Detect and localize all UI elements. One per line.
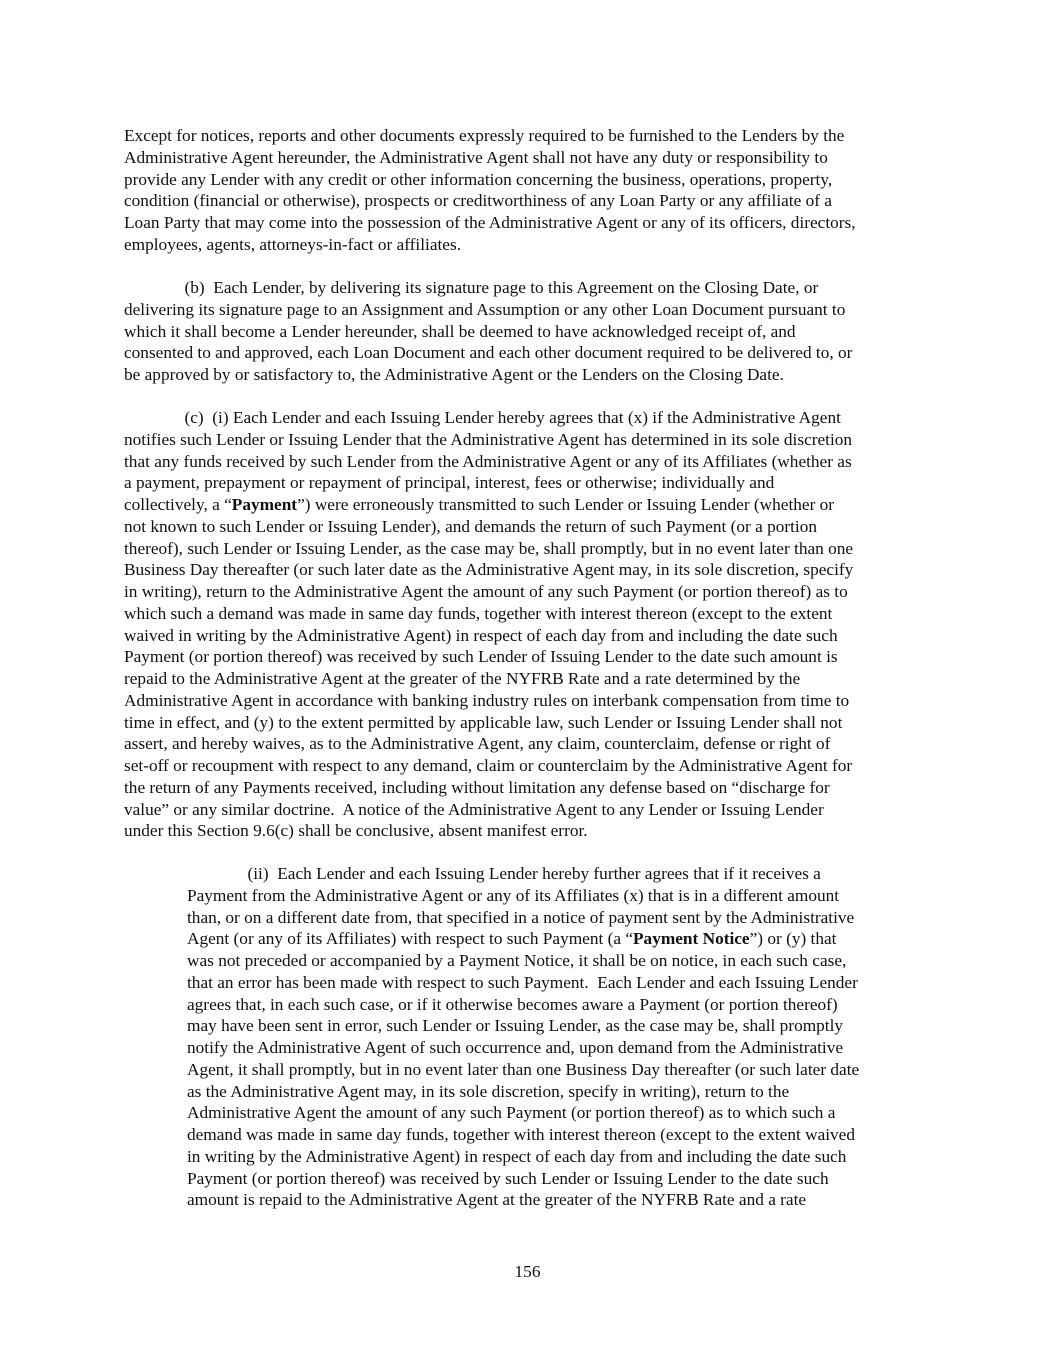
- text-fragment: ”) or (y) that: [749, 929, 837, 949]
- text-fragment: Agent (or any of its Affiliates) with respect to such Payment (a “: [187, 929, 633, 949]
- text-line: delivering its signature page to an Assignment and Assumption or any other Loan Document pursuant to: [124, 299, 846, 319]
- paragraph-c-ii: [187, 863, 927, 1211]
- page-number: 156: [514, 1262, 541, 1281]
- text-fragment: ”) were erroneously transmitted to such Lender or Issuing Lender (whether or: [297, 495, 835, 514]
- text-line: notify the Administrative Agent of such occurrence and, upon demand from the Administrative: [187, 1038, 844, 1057]
- text-line: in writing), return to the Administrative Agent the amount of any such Payment (or portion thereof) as to: [124, 582, 848, 601]
- text-line: (c) (i) Each Lender and each Issuing Lender hereby agrees that (x) if the Administrative Agent: [124, 408, 841, 427]
- paragraph-c-i: [124, 407, 944, 842]
- text-line: be approved by or satisfactory to, the Administrative Agent or the Lenders on the Closing Date.: [124, 365, 784, 384]
- text-line-payment-notice-definition: [187, 928, 927, 950]
- text-line: than, or on a different date from, that specified in a notice of payment sent by the Administrative: [187, 907, 855, 927]
- text-line: Payment (or portion thereof) was received by such Lender or Issuing Lender to the date such: [187, 1168, 829, 1188]
- text-line: that any funds received by such Lender from the Administrative Agent or any of its Affiliates (whether as: [124, 451, 852, 471]
- text-line: condition (financial or otherwise), prospects or creditworthiness of any Loan Party or any affiliate of a: [124, 191, 832, 211]
- text-line: a payment, prepayment or repayment of principal, interest, fees or otherwise; individually and: [124, 473, 775, 493]
- text-line: in writing by the Administrative Agent) in respect of each day from and including the date such: [187, 1146, 847, 1166]
- text-line: may have been sent in error, such Lender or Issuing Lender, as the case may be, shall promptly: [187, 1016, 844, 1036]
- text-line-payment-definition: [124, 494, 944, 516]
- text-line: consented to and approved, each Loan Document and each other document required to be delivered to, or: [124, 343, 853, 363]
- text-fragment: collectively, a “: [124, 495, 232, 514]
- defined-term-payment-notice: Payment Notice: [633, 929, 750, 949]
- text-line: Administrative Agent the amount of any such Payment (or portion thereof) as to which such a: [187, 1103, 836, 1123]
- text-line: employees, agents, attorneys-in-fact or affiliates.: [124, 234, 462, 254]
- text-line: thereof), such Lender or Issuing Lender, as the case may be, shall promptly, but in no event later than one: [124, 538, 854, 558]
- text-line: Business Day thereafter (or such later date as the Administrative Agent may, in its sole discretion, specify: [124, 560, 854, 580]
- text-line: Payment (or portion thereof) was received by such Lender of Issuing Lender to the date such amount is: [124, 647, 838, 667]
- text-line: provide any Lender with any credit or other information concerning the business, operations, property,: [124, 169, 833, 189]
- text-line: not known to such Lender or Issuing Lender), and demands the return of such Payment (or a portion: [124, 516, 817, 536]
- text-line: agrees that, in each such case, or if it otherwise becomes aware a Payment (or portion thereof): [187, 994, 838, 1014]
- text-line: waived in writing by the Administrative Agent) in respect of each day from and including the date such: [124, 625, 838, 645]
- text-line: assert, and hereby waives, as to the Administrative Agent, any claim, counterclaim, defense or right of: [124, 734, 831, 754]
- text-line: Administrative Agent in accordance with banking industry rules on interbank compensation from time to: [124, 690, 850, 710]
- text-line: under this Section 9.6(c) shall be conclusive, absent manifest error.: [124, 821, 588, 841]
- text-line: value” or any similar doctrine. A notice of the Administrative Agent to any Lender or Issuing Lender: [124, 799, 824, 819]
- text-line: time in effect, and (y) to the extent permitted by applicable law, such Lender or Issuing Lender shall not: [124, 712, 843, 732]
- text-line: Payment from the Administrative Agent or any of its Affiliates (x) that is in a different amount: [187, 885, 840, 905]
- text-line: demand was made in same day funds, together with interest thereon (except to the extent waived: [187, 1125, 855, 1144]
- text-line: which such a demand was made in same day funds, together with interest thereon (except to the extent: [124, 603, 833, 623]
- text-line: set-off or recoupment with respect to any demand, claim or counterclaim by the Administrative Agent for: [124, 756, 853, 775]
- text-line: Except for notices, reports and other documents expressly required to be furnished to the Lenders by the: [124, 126, 845, 145]
- text-line: repaid to the Administrative Agent at the greater of the NYFRB Rate and a rate determined by the: [124, 669, 801, 688]
- text-line: notifies such Lender or Issuing Lender that the Administrative Agent has determined in its sole discretion: [124, 429, 853, 449]
- defined-term-payment: Payment: [231, 495, 298, 514]
- text-line: was not preceded or accompanied by a Payment Notice, it shall be on notice, in each such case,: [187, 951, 847, 970]
- paragraph-b: [124, 277, 944, 386]
- paragraph-notices: [124, 125, 944, 256]
- text-line: (ii) Each Lender and each Issuing Lender hereby further agrees that if it receives a: [187, 864, 821, 883]
- text-line: (b) Each Lender, by delivering its signature page to this Agreement on the Closing Date, or: [124, 278, 819, 297]
- text-line: that an error has been made with respect to such Payment. Each Lender and each Issuing Lender: [187, 972, 858, 992]
- text-line: Agent, it shall promptly, but in no event later than one Business Day thereafter (or such later date: [187, 1059, 860, 1079]
- text-line: amount is repaid to the Administrative Agent at the greater of the NYFRB Rate and a rate: [187, 1190, 807, 1210]
- text-line: Loan Party that may come into the possession of the Administrative Agent or any of its officers, directors,: [124, 213, 856, 232]
- text-line: which it shall become a Lender hereunder, shall be deemed to have acknowledged receipt of, and: [124, 321, 796, 341]
- text-line: Administrative Agent hereunder, the Administrative Agent shall not have any duty or responsibility to: [124, 147, 828, 167]
- text-line: the return of any Payments received, including without limitation any defense based on “discharge for: [124, 777, 830, 797]
- text-line: as the Administrative Agent may, in its sole discretion, specify in writing), return to the: [187, 1081, 790, 1101]
